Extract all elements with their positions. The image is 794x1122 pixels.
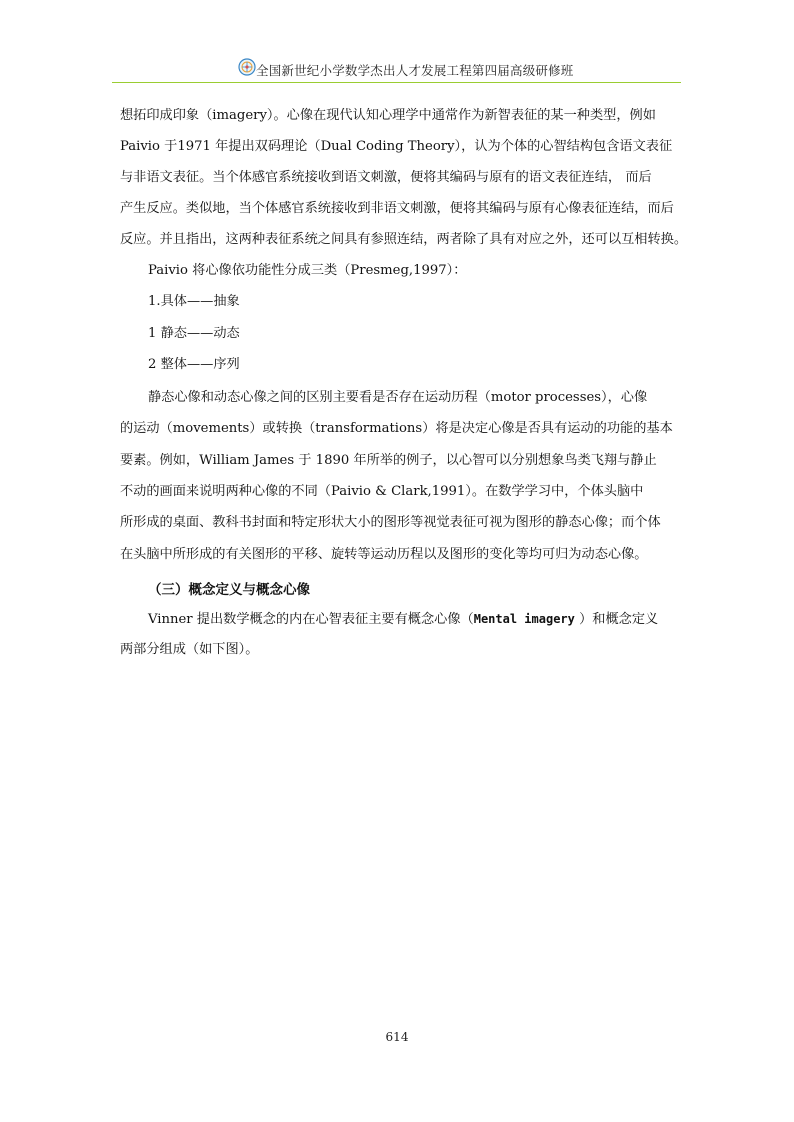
paragraph-3-line-1: 静态心像和动态心像之间的区别主要看是否存在运动历程（motor processes），心像	[148, 390, 648, 405]
paragraph-2: Paivio 将心像依功能性分成三类（Presmeg,1997）：	[148, 263, 467, 278]
paragraph-1-line-2: Paivio 于1971 年提出双码理论（Dual Coding Theory），认为个体的心智结构包含语文表征	[120, 139, 673, 154]
paragraph-1-line-1: 想拓印成印象（imagery）。心像在现代认知心理学中通常作为新智表征的某一种类型，例如	[120, 108, 656, 123]
paragraph-1-line-4: 产生反应。类似地，当个体感官系统接收到非语文刺激，便将其编码与原有心像表征连结，而后	[120, 201, 674, 216]
paragraph-1-line-3: 与非语文表征。当个体感官系统接收到语文刺激，便将其编码与原有的语文表征连结， 而后	[120, 170, 652, 185]
list-item: 2 整体——序列	[148, 357, 240, 372]
paragraph-3-line-3: 要素。例如，William James 于 1890 年所举的例子，以心智可以分别想象鸟类飞翔与静止	[120, 453, 657, 468]
list-item: 1 静态——动态	[148, 326, 240, 341]
paragraph-4-line-1	[148, 610, 658, 629]
paragraph-4-term: Mental imagery	[473, 612, 575, 626]
paragraph-3-line-2: 的运动（movements）或转换（transformations）将是决定心像是否具有运动的功能的基本	[120, 421, 673, 436]
paragraph-4-text-after: ）和概念定义	[574, 612, 659, 627]
paragraph-3-line-4: 不动的画面来说明两种心像的不同（Paivio & Clark,1991）。在数学学习中，个体头脑中	[120, 484, 644, 499]
emblem-icon	[238, 58, 256, 76]
page-header	[112, 56, 681, 84]
header-title: 全国新世纪小学数学杰出人才发展工程第四届高级研修班	[256, 63, 574, 78]
paragraph-3-line-6: 在头脑中所形成的有关图形的平移、旋转等运动历程以及图形的变化等均可归为动态心像。	[120, 547, 648, 562]
paragraph-4-line-2: 两部分组成（如下图）。	[120, 642, 259, 657]
header-divider	[112, 82, 681, 83]
section-heading: （三）概念定义与概念心像	[148, 582, 310, 598]
paragraph-4-text-before: Vinner 提出数学概念的内在心智表征主要有概念心像（	[148, 612, 474, 627]
page-number: 614	[385, 1030, 409, 1044]
paragraph-3-line-5: 所形成的桌面、教科书封面和特定形状大小的图形等视觉表征可视为图形的静态心像；而个体	[120, 515, 661, 530]
list-item: 1.具体——抽象	[148, 294, 240, 309]
paragraph-1-line-5: 反应。并且指出，这两种表征系统之间具有参照连结，两者除了具有对应之外，还可以互相转换。	[120, 232, 688, 247]
